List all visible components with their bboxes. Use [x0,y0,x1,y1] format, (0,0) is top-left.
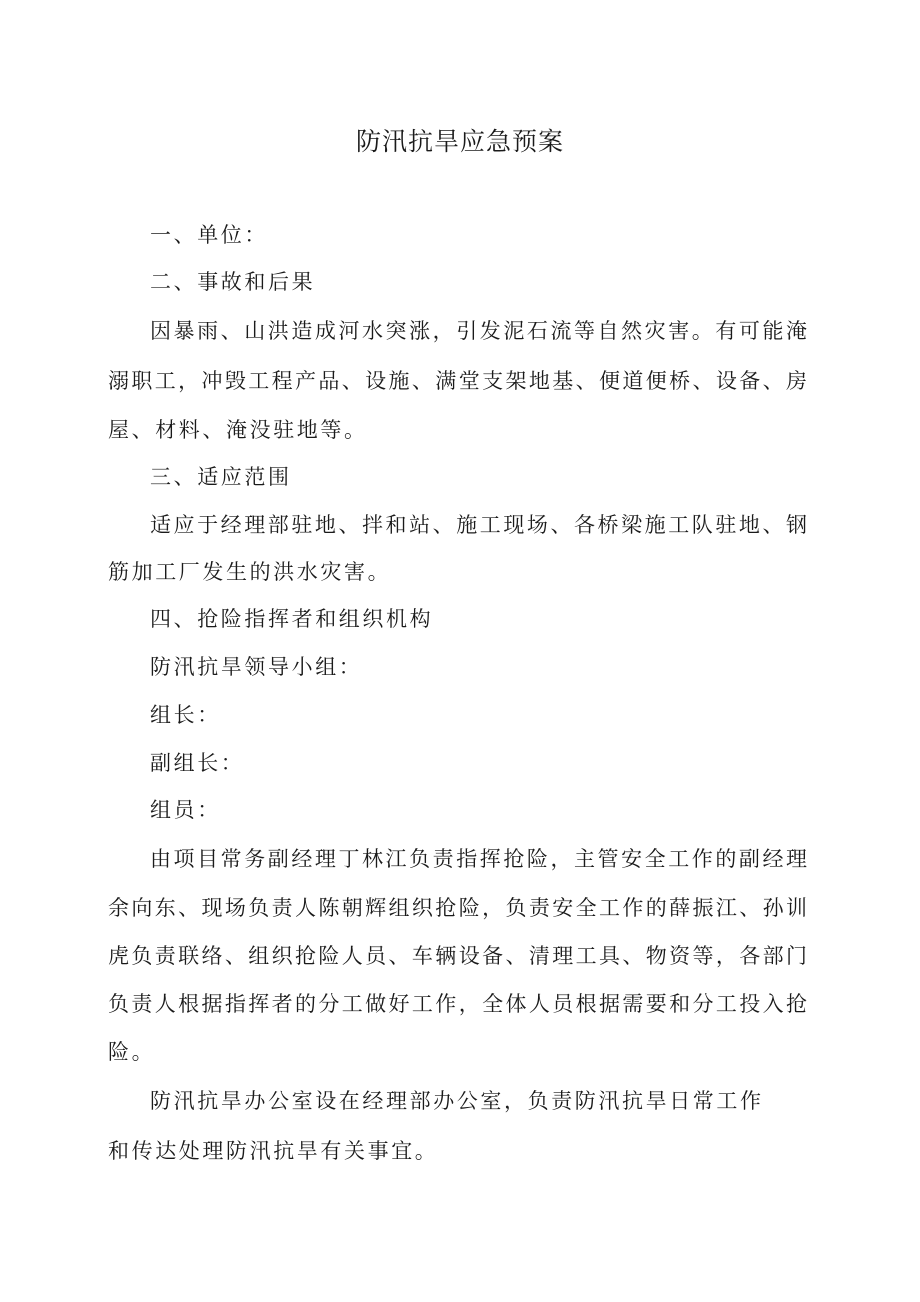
heading-unit: 一、单位： [150,223,268,247]
heading-organization: 四、抢险指挥者和组织机构 [150,607,434,631]
paragraph-line: 余向东、现场负责人陈朝辉组织抢险，负责安全工作的薛振江、孙训 [108,896,808,920]
group-leader-label: 组长： [150,703,221,727]
paragraph-line: 由项目常务副经理丁林江负责指挥抢险，主管安全工作的副经理 [150,847,808,871]
paragraph-line: 溺职工，冲毁工程产品、设施、满堂支架地基、便道便桥、设备、房 [108,369,808,393]
heading-scope: 三、适应范围 [150,465,292,489]
paragraph-line: 屋、材料、淹没驻地等。 [108,418,368,442]
paragraph-line: 和传达处理防汛抗旱有关事宜。 [108,1139,439,1163]
paragraph-line: 适应于经理部驻地、拌和站、施工现场、各桥梁施工队驻地、钢 [150,513,808,537]
paragraph-line: 负责人根据指挥者的分工做好工作，全体人员根据需要和分工投入抢 [108,992,808,1016]
deputy-leader-label: 副组长： [150,751,245,775]
paragraph-line: 因暴雨、山洪造成河水突涨，引发泥石流等自然灾害。有可能淹 [150,319,808,343]
paragraph-line: 防汛抗旱办公室设在经理部办公室，负责防汛抗旱日常工作 [150,1089,764,1113]
leading-group-label: 防汛抗旱领导小组： [150,655,363,679]
paragraph-line: 筋加工厂发生的洪水灾害。 [108,560,392,584]
paragraph-line: 险。 [108,1040,156,1064]
heading-accident-consequence: 二、事故和后果 [150,270,316,294]
document-title: 防汛抗旱应急预案 [355,127,564,156]
members-label: 组员： [150,798,221,822]
paragraph-line: 虎负责联络、组织抢险人员、车辆设备、清理工具、物资等，各部门 [108,944,808,968]
